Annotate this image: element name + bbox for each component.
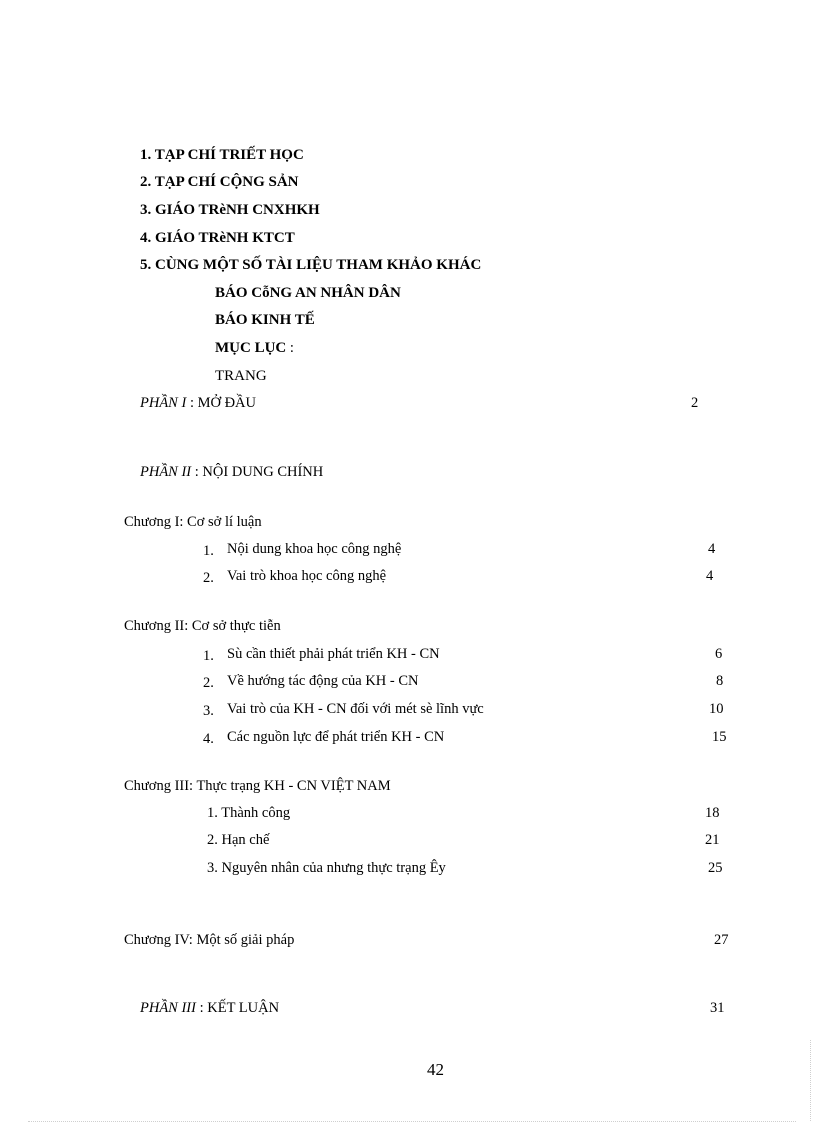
chapter-2-item-1-page: 6 <box>715 646 723 662</box>
chapter-2-title: Chương II: Cơ sở thực tiễn <box>124 618 281 634</box>
toc-heading-suffix: : <box>286 340 294 356</box>
chapter-3-item-2-page: 21 <box>705 832 720 848</box>
chapter-2-item-1-num: 1. <box>203 648 214 664</box>
chapter-1-item-2-num: 2. <box>203 570 214 586</box>
chapter-3-title: Chương III: Thực trạng KH - CN VIỆT NAM <box>124 778 391 794</box>
chapter-2-item-2-num: 2. <box>203 675 214 691</box>
toc-part-3 <box>140 1001 279 1016</box>
toc-part-1 <box>140 396 256 411</box>
reference-item-4: 4. GIÁO TRèNH KTCT <box>140 230 295 246</box>
chapter-1-item-1-num: 1. <box>203 543 214 559</box>
toc-part-2 <box>140 465 323 480</box>
chapter-3-item-3-page: 25 <box>708 860 723 876</box>
reference-item-5: 5. CÙNG MỘT SỐ TÀI LIỆU THAM KHẢO KHÁC <box>140 257 482 273</box>
toc-page-column-label: TRANG <box>215 368 267 384</box>
chapter-1-title: Chương I: Cơ sở lí luận <box>124 514 262 530</box>
chapter-2-item-4-num: 4. <box>203 731 214 747</box>
part-3-page: 31 <box>710 1000 725 1016</box>
chapter-2-item-2-text: Về hướng tác động của KH - CN <box>227 673 419 689</box>
chapter-2-item-3-page: 10 <box>709 701 724 717</box>
chapter-2-item-2-page: 8 <box>716 673 724 689</box>
part-1-label: PHẦN I <box>140 395 187 411</box>
part-1-page: 2 <box>691 395 699 411</box>
reference-item-2: 2. TẠP CHÍ CỘNG SẢN <box>140 174 299 190</box>
chapter-4-page: 27 <box>714 932 729 948</box>
part-1-title: : MỞ ĐẦU <box>186 395 256 411</box>
part-3-title: : KẾT LUẬN <box>195 1000 280 1016</box>
chapter-2-item-1-text: Sù cần thiết phải phát triển KH - CN <box>227 646 440 662</box>
toc-heading-text: MỤC LỤC <box>215 340 287 356</box>
chapter-3-item-1-page: 18 <box>705 805 720 821</box>
part-3-label: PHẦN III <box>140 1000 196 1016</box>
chapter-3-item-1-text: 1. Thành công <box>207 805 291 821</box>
chapter-1-item-2-page: 4 <box>706 568 714 584</box>
chapter-4-title: Chương IV: Một số giải pháp <box>124 932 295 948</box>
chapter-2-item-4-page: 15 <box>712 729 727 745</box>
reference-item-1: 1. TẠP CHÍ TRIẾT HỌC <box>140 147 304 163</box>
chapter-2-item-3-text: Vai trò của KH - CN đối với mét sè lĩnh vực <box>227 701 484 717</box>
page-edge-divider <box>28 1121 796 1122</box>
chapter-1-item-1-text: Nội dung khoa học công nghệ <box>227 541 402 557</box>
sub-reference-1: BÁO CỗNG AN NHÂN DÂN <box>215 285 401 301</box>
chapter-2-item-3-num: 3. <box>203 703 214 719</box>
part-2-title: : NỘI DUNG CHÍNH <box>191 464 324 480</box>
part-2-label: PHẦN II <box>140 464 192 480</box>
chapter-1-item-2-text: Vai trò khoa học công nghệ <box>227 568 387 584</box>
toc-heading <box>215 341 294 356</box>
chapter-3-item-2-text: 2. Hạn chế <box>207 832 270 848</box>
chapter-2-item-4-text: Các nguồn lực để phát triển KH - CN <box>227 729 445 745</box>
sub-reference-2: BÁO KINH TẾ <box>215 312 315 328</box>
chapter-1-item-1-page: 4 <box>708 541 716 557</box>
chapter-3-item-3-text: 3. Nguyên nhân của nhưng thực trạng Êy <box>207 860 446 876</box>
page-number: 42 <box>427 1060 444 1079</box>
page-edge-right <box>810 1040 811 1121</box>
reference-item-3: 3. GIÁO TRèNH CNXHKH <box>140 202 320 218</box>
